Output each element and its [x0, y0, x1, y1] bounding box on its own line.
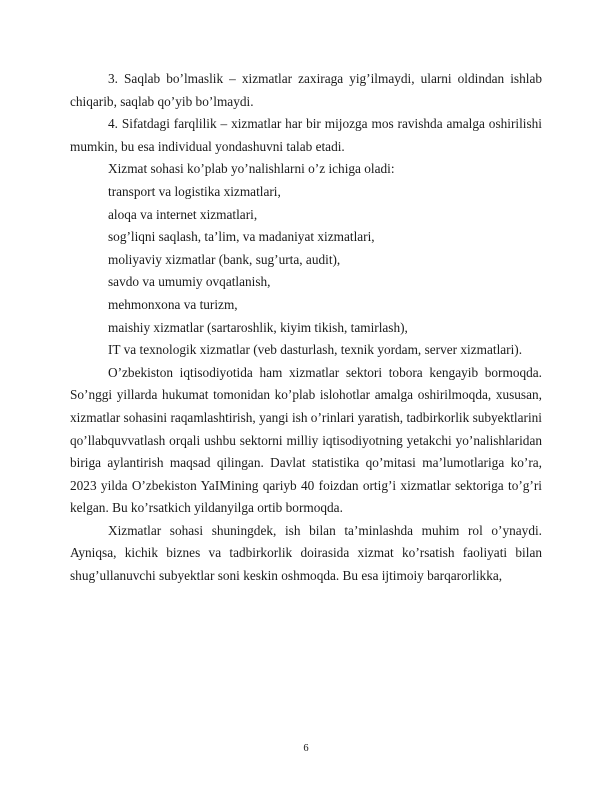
list-item: maishiy xizmatlar (sartaroshlik, kiyim tikish, tamirlash), — [108, 319, 408, 335]
paragraph-employment: Xizmatlar sohasi shuningdek, ish bilan ta’minlashda muhim rol o’ynaydi. Ayniqsa, kichik biznes va tadbirkorlik doirasida xizmat ko’rsatish faoliyati bilan shug’ullanuvchi subyektlar soni keskin oshmoqda. Bu esa ijtimoiy barqarorlikka, — [70, 522, 542, 584]
paragraph-uzbekistan-economy: O’zbekiston iqtisodiyotida ham xizmatlar sektori tobora kengayib bormoqda. So’nggi yillarda hukumat tomonidan ko’plab islohotlar amalga oshirilmoqda, xususan, xizmatlar sohasini raqamlashtirish, yangi ish o’rinlari yaratish, tadbirkorlik subyektlarini qo’llabquvvatlash orqali ushbu sektorni milliy iqtisodiyotning yetakchi yo’nalishlaridan biriga aylantirish maqsad qilingan. Davlat statistika qo’mitasi ma’lumotlariga ko’ra, 2023 yilda O’zbekiston YaIMining qariyb 40 foizdan ortig’i xizmatlar sektoriga to’g’ri kelgan. Bu ko’rsatkich yildanyilga ortib bormoqda. — [70, 364, 542, 516]
list-item: moliyaviy xizmatlar (bank, sug’urta, audit), — [108, 251, 341, 267]
paragraph-point-4: 4. Sifatdagi farqlilik – xizmatlar har bir mijozga mos ravishda amalga oshirilishi mumkin, bu esa individual yondashuvni talab etadi. — [70, 116, 542, 154]
body-text — [70, 68, 542, 588]
list-item: aloqa va internet xizmatlari, — [108, 206, 258, 222]
list-item: savdo va umumiy ovqatlanish, — [108, 274, 271, 290]
page-number: 6 — [303, 743, 309, 754]
list-intro: Xizmat sohasi ko’plab yo’nalishlarni o’z ichiga oladi: — [108, 161, 395, 177]
list-item: transport va logistika xizmatlari, — [108, 183, 281, 199]
list-item: sog’liqni saqlash, ta’lim, va madaniyat xizmatlari, — [108, 229, 375, 245]
list-item: mehmonxona va turizm, — [108, 296, 238, 312]
paragraph-it-services: IT va texnologik xizmatlar (veb dasturlash, texnik yordam, server xizmatlari). — [108, 342, 523, 358]
paragraph-point-3: 3. Saqlab bo’lmaslik – xizmatlar zaxiraga yig’ilmaydi, ularni oldindan ishlab chiqarib, saqlab qo’yib bo’lmaydi. — [70, 71, 542, 109]
